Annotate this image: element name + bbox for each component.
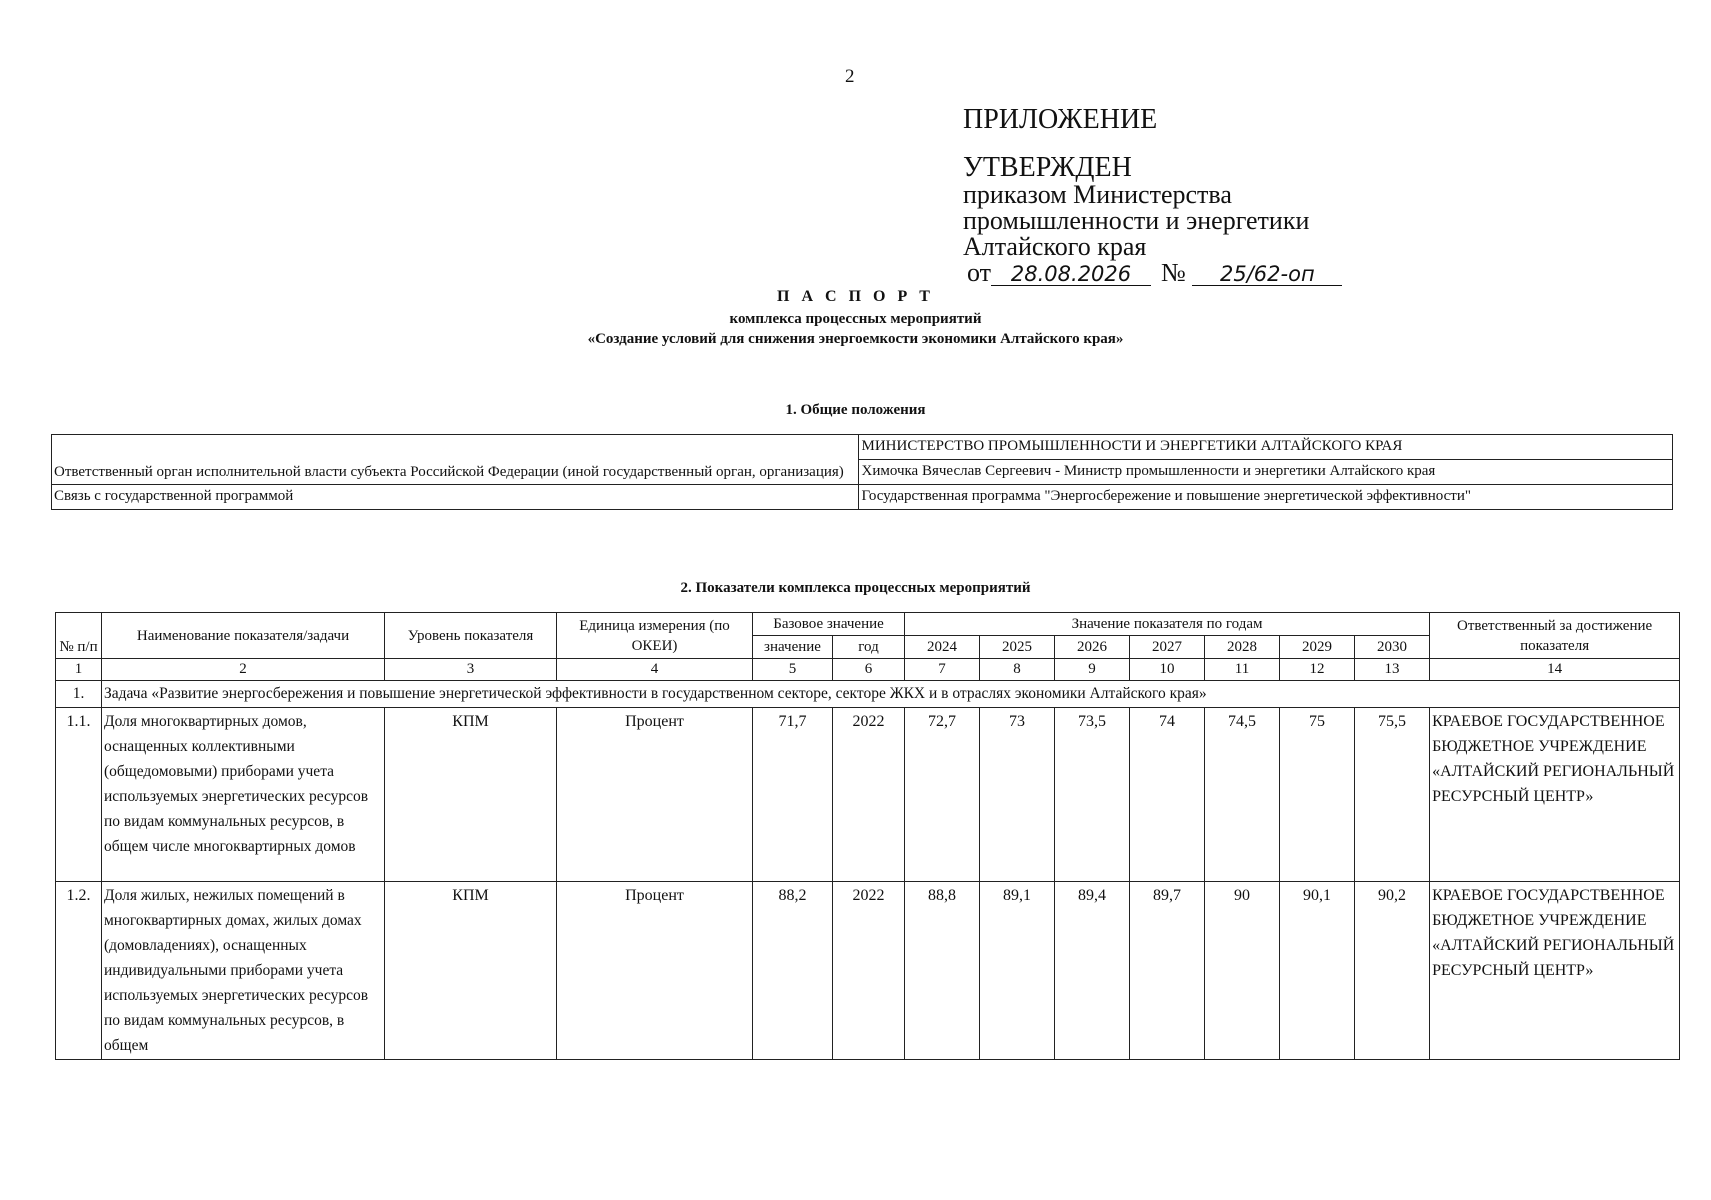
- indicator-value: 89,4: [1055, 882, 1130, 1060]
- header-year: 2028: [1205, 636, 1280, 659]
- column-number: 5: [753, 659, 833, 681]
- column-number: 10: [1130, 659, 1205, 681]
- section2-title: 2. Показатели комплекса процессных мероприятий: [680, 580, 1031, 596]
- header-year: 2024: [905, 636, 980, 659]
- table1-row-program: [52, 485, 1673, 510]
- responsible-minister: Химочка Вячеслав Сергеевич - Министр промышленности и энергетики Алтайского края: [859, 460, 1673, 485]
- indicator-value: 89,1: [980, 882, 1055, 1060]
- indicator-value: 90: [1205, 882, 1280, 1060]
- appendix-label: ПРИЛОЖЕНИЕ: [963, 104, 1158, 135]
- table1-row-responsible: [52, 435, 1673, 460]
- order-date-line: [967, 258, 1342, 288]
- header-row-1: [56, 613, 1680, 636]
- indicator-value: 89,7: [1130, 882, 1205, 1060]
- column-number: 2: [102, 659, 385, 681]
- header-num: № п/п: [56, 613, 102, 659]
- indicator-value: 73: [980, 708, 1055, 882]
- section1-title: 1. Общие положения: [785, 402, 926, 418]
- indicator-row-1-1: [56, 708, 1680, 882]
- header-base-year: год: [833, 636, 905, 659]
- responsible-body-name: МИНИСТЕРСТВО ПРОМЫШЛЕННОСТИ И ЭНЕРГЕТИКИ АЛТАЙСКОГО КРАЯ: [859, 435, 1673, 460]
- indicator-value: 75,5: [1355, 708, 1430, 882]
- indicator-responsible: КРАЕВОЕ ГОСУДАРСТВЕННОЕ БЮДЖЕТНОЕ УЧРЕЖДЕНИЕ «АЛТАЙСКИЙ РЕГИОНАЛЬНЫЙ РЕСУРСНЫЙ ЦЕНТР»: [1430, 708, 1680, 882]
- indicator-base-year: 2022: [833, 882, 905, 1060]
- indicator-unit: Процент: [557, 882, 753, 1060]
- header-years-group: Значение показателя по годам: [905, 613, 1430, 636]
- column-number: 14: [1430, 659, 1680, 681]
- page-number: 2: [845, 66, 855, 87]
- passport-subtitle-2: «Создание условий для снижения энергоемкости экономики Алтайского края»: [587, 331, 1124, 347]
- order-number-handwritten: 25/62-оп: [1192, 263, 1342, 286]
- indicator-responsible: КРАЕВОЕ ГОСУДАРСТВЕННОЕ БЮДЖЕТНОЕ УЧРЕЖДЕНИЕ «АЛТАЙСКИЙ РЕГИОНАЛЬНЫЙ РЕСУРСНЫЙ ЦЕНТР»: [1430, 882, 1680, 1060]
- header-year: 2030: [1355, 636, 1430, 659]
- indicator-value: 74,5: [1205, 708, 1280, 882]
- indicator-value: 90,2: [1355, 882, 1430, 1060]
- indicator-value: 73,5: [1055, 708, 1130, 882]
- column-number: 7: [905, 659, 980, 681]
- task-row: [56, 681, 1680, 708]
- indicator-base-year: 2022: [833, 708, 905, 882]
- general-provisions-table: [51, 434, 1673, 510]
- column-number: 3: [385, 659, 557, 681]
- approved-label: УТВЕРЖДЕН: [963, 152, 1132, 183]
- task-text: Задача «Развитие энергосбережения и повышение энергетической эффективности в государственном секторе, секторе ЖКХ и в отраслях экономики Алтайского края»: [102, 681, 1680, 708]
- indicator-name: Доля многоквартирных домов, оснащенных коллективными (общедомовыми) приборами учета используемых энергетических ресурсов по видам коммунальных ресурсов, в общем числе многоквартирных домов: [102, 708, 385, 882]
- passport-subtitle-1: комплекса процессных мероприятий: [729, 311, 982, 327]
- indicator-value: 75: [1280, 708, 1355, 882]
- column-number: 12: [1280, 659, 1355, 681]
- header-year: 2027: [1130, 636, 1205, 659]
- column-number: 1: [56, 659, 102, 681]
- indicator-value: 90,1: [1280, 882, 1355, 1060]
- indicator-name: Доля жилых, нежилых помещений в многоквартирных домах, жилых домах (домовладениях), оснащенных индивидуальными приборами учета используемых энергетических ресурсов по видам коммунальных ресурсов, в общем: [102, 882, 385, 1060]
- header-name: Наименование показателя/задачи: [102, 613, 385, 659]
- column-numbers-row: [56, 659, 1680, 681]
- indicator-row-1-2: [56, 882, 1680, 1060]
- header-year: 2026: [1055, 636, 1130, 659]
- indicator-value: 72,7: [905, 708, 980, 882]
- column-number: 11: [1205, 659, 1280, 681]
- column-number: 8: [980, 659, 1055, 681]
- program-link-value: Государственная программа "Энергосбережение и повышение энергетической эффективности": [859, 485, 1673, 510]
- header-base: Базовое значение: [753, 613, 905, 636]
- indicator-value: 88,8: [905, 882, 980, 1060]
- indicators-table: [55, 612, 1680, 1060]
- column-number: 6: [833, 659, 905, 681]
- responsible-body-label: Ответственный орган исполнительной власти субъекта Российской Федерации (иной государственный орган, организация): [52, 435, 859, 485]
- program-link-label: Связь с государственной программой: [52, 485, 859, 510]
- column-number: 4: [557, 659, 753, 681]
- order-line-1: приказом Министерства: [963, 180, 1232, 209]
- indicator-base-value: 71,7: [753, 708, 833, 882]
- header-year: 2029: [1280, 636, 1355, 659]
- header-base-value: значение: [753, 636, 833, 659]
- indicator-level: КПМ: [385, 708, 557, 882]
- column-number: 13: [1355, 659, 1430, 681]
- indicator-unit: Процент: [557, 708, 753, 882]
- passport-title: П А С П О Р Т: [777, 288, 934, 305]
- indicator-num: 1.2.: [56, 882, 102, 1060]
- indicator-base-value: 88,2: [753, 882, 833, 1060]
- date-prefix: от: [967, 258, 992, 287]
- order-date-handwritten: 28.08.2026: [991, 263, 1151, 286]
- column-number: 9: [1055, 659, 1130, 681]
- header-year: 2025: [980, 636, 1055, 659]
- indicator-value: 74: [1130, 708, 1205, 882]
- header-level: Уровень показателя: [385, 613, 557, 659]
- order-line-3: Алтайского края: [963, 232, 1147, 261]
- indicator-num: 1.1.: [56, 708, 102, 882]
- indicator-level: КПМ: [385, 882, 557, 1060]
- header-unit: Единица измерения (по ОКЕИ): [557, 613, 753, 659]
- header-responsible: Ответственный за достижение показателя: [1430, 613, 1680, 659]
- number-prefix: №: [1161, 258, 1186, 287]
- order-line-2: промышленности и энергетики: [963, 206, 1310, 235]
- task-num: 1.: [56, 681, 102, 708]
